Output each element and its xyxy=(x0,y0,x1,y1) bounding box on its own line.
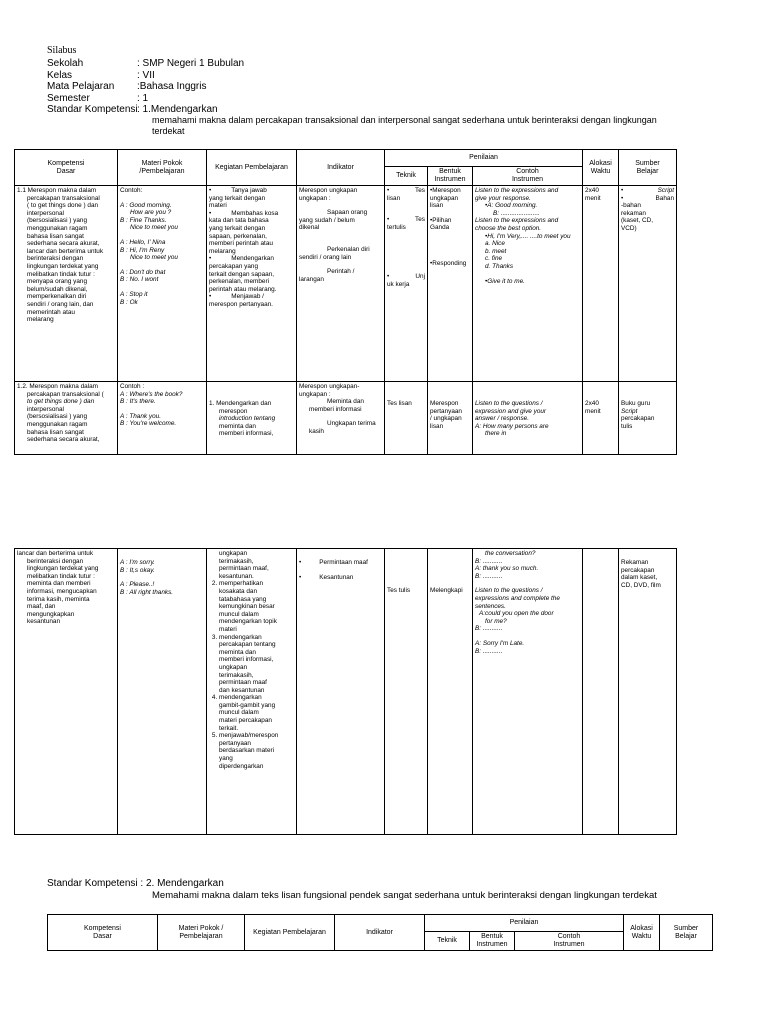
table-row-1-3 xyxy=(15,549,677,835)
indikator-cell: Merespon ungkapan ungkapan : Sapaan orang yang sudah / belum dikenal Perkenalan diri sendiri / orang lain Perintah / larangan xyxy=(297,186,385,382)
list-item: 5. menjawab/merespon pertanyaan berdasarkan materi yang diperdengarkan xyxy=(219,732,294,770)
col-teknik: Teknik xyxy=(425,932,470,951)
col-materi-pokok: Materi Pokok /Pembelajaran xyxy=(118,150,207,186)
bentuk-cell: Melengkapi xyxy=(428,549,473,835)
alokasi-cell xyxy=(583,549,619,835)
col-kegiatan: Kegiatan Pembelajaran xyxy=(245,915,335,951)
sumber-cell: Rekaman percakapan dalam kaset, CD, DVD, film xyxy=(619,549,677,835)
syllabus-table-1-continued xyxy=(14,548,677,835)
col-sumber: Sumber Belajar xyxy=(660,915,713,951)
col-indikator: Indikator xyxy=(297,150,385,186)
contoh-cell: the conversation? B: ........... A: thank you so much. B: ........... Listen to the questions / expressions and complete the sentences. A:could you open the door for me? B: ........... A: Sorry I'm Late. B: ........... xyxy=(473,549,583,835)
list-item: • Membahas kosa xyxy=(209,210,294,218)
teknik-cell: Tes tulis xyxy=(385,549,428,835)
kd-cell: 1.1 Merespon makna dalam percakapan transaksional ( to get things done ) dan interpersonal (bersosialisasi ) yang menggunakan ragam bahasa lisan sangat sederhana secara akurat, lancar dan berterima untuk berinteraksi dengan lingkungan terdekat yang melibatkan tindak tutur : menyapa orang yang belum/sudah dikenal, memperkenalkan diri sendiri / orang lain, dan memerintah atau melarang xyxy=(15,186,118,382)
list-item: • Menjawab / xyxy=(209,293,294,301)
syllabus-table-2 xyxy=(47,914,713,951)
table-row-1-2 xyxy=(15,382,677,455)
list-item: 3. mendengarkan percakapan tentang meminta dan memberi informasi, ungkapan terimakasih, permintaan maaf dan kesantunan xyxy=(219,634,294,695)
header-row-top xyxy=(48,915,713,932)
sk2-heading: Standar Kompetensi : 2. Mendengarkan xyxy=(47,878,224,889)
indikator-cell: Merespon ungkapan- ungkapan : Meminta dan memberi informasi Ungkapan terima kasih xyxy=(297,382,385,455)
list-item: 2. memperhatikan kosakata dan tatabahasa yang kemungkinan besar muncul dalam mendengarkan topik materi xyxy=(219,580,294,633)
document-title: Silabus xyxy=(47,45,77,56)
kegiatan-cell: • Tanya jawab yang terkait dengan materi • Membahas kosa kata dan tata bahasa yang terkait dengan sapaan, perkenalan, memberi perintah atau melarang • Mendengarkan percakapan yang terkait dengan sapaan, perkenalan, memberi perintah atau melarang. • Menjawab / merespon pertanyaan. xyxy=(207,186,297,382)
col-kompetensi-dasar: Kompetensi Dasar xyxy=(15,150,118,186)
sk-description-2: terdekat xyxy=(152,126,185,136)
col-alokasi: Alokasi Waktu xyxy=(583,150,619,186)
alokasi-cell: 2x40 menit xyxy=(583,382,619,455)
mp-cell: Contoh: A : Good morning. How are you ? B : Fine Thanks. Nice to meet you A : Hello, I' Nina B : Hi, I'm Reny Nice to meet you A : Don't do that B : No. I wont A : Stop it B : Ok xyxy=(118,186,207,382)
col-sumber: Sumber Belajar xyxy=(619,150,677,186)
col-contoh-instrumen: Contoh Instrumen xyxy=(473,167,583,186)
contoh-cell: Listen to the questions / expression and give your answer / response. A: How many persons are there in xyxy=(473,382,583,455)
header-row-semester: Semester : 1 xyxy=(47,92,149,104)
kegiatan-cell: ungkapan terimakasih, permintaan maaf, kesantunan. 2. memperhatikan kosakata dan tatabahasa yang kemungkinan besar muncul dalam mendengarkan topik materi 3. mendengarkan percakapan tentang meminta dan memberi informasi, ungkapan terimakasih, permintaan maaf dan kesantunan 4. mendengarkan gambit-gambit yang muncul dalam materi percakapan terkait. 5. menjawab/merespon pertanyaan berdasarkan materi yang diperdengarkan xyxy=(207,549,297,835)
list-item: • Tanya jawab xyxy=(209,187,294,195)
syllabus-table-1 xyxy=(14,149,677,455)
col-bentuk-instrumen: Bentuk Instrumen xyxy=(470,932,515,951)
indikator-cell: • Permintaan maaf • Kesantunan xyxy=(297,549,385,835)
sk-description-1: memahami makna dalam percakapan transaksional dan interpersonal sangat sederhana untuk berinteraksi dengan lingkungan xyxy=(152,115,657,125)
kegiatan-list xyxy=(209,580,294,770)
header-row-mapel: Mata Pelajaran :Bahasa Inggris xyxy=(47,81,207,92)
col-bentuk-instrumen: Bentuk Instrumen xyxy=(428,167,473,186)
teknik-cell: Tes lisan xyxy=(385,382,428,455)
col-materi-pokok: Materi Pokok / Pembelajaran xyxy=(158,915,245,951)
header-row-sekolah: Sekolah : SMP Negeri 1 Bubulan xyxy=(47,58,245,69)
kd-cell: lancar dan berterima untuk berinteraksi dengan lingkungan terdekat yang melibatkan tindak tutur : meminta dan memberi informasi, mengucapkan terima kasih, meminta maaf, dan mengungkapkan kesantunan xyxy=(15,549,118,835)
alokasi-cell: 2x40 menit xyxy=(583,186,619,382)
header-row-sk: Standar Kompetensi: 1.Mendengarkan xyxy=(47,104,218,115)
header-row-kelas: Kelas : VII xyxy=(47,69,155,81)
col-kegiatan: Kegiatan Pembelajaran xyxy=(207,150,297,186)
bentuk-cell: Merespon pertanyaan / ungkapan lisan xyxy=(428,382,473,455)
list-item: • Mendengarkan xyxy=(209,255,294,263)
bentuk-cell: • Merespon ungkapan lisan • Pilihan Ganda • Responding xyxy=(428,186,473,382)
kegiatan-cell: 1. Mendengarkan dan merespon introduction tentang meminta dan memberi informasi, xyxy=(207,382,297,455)
teknik-cell: • Tes lisan • Tes tertulis • Unj uk kerja xyxy=(385,186,428,382)
col-kompetensi-dasar: Kompetensi Dasar xyxy=(48,915,158,951)
kd-cell: 1.2. Merespon makna dalam percakapan transaksional ( to get things done ) dan interpersonal (bersosialisasi ) yang menggunakan ragam bahasa lisan sangat sederhana secara akurat, xyxy=(15,382,118,455)
col-contoh-instrumen: Contoh Instrumen xyxy=(515,932,624,951)
header-row-top xyxy=(15,150,677,167)
mp-cell: Contoh : A : Where's the book? B : It's there. A : Thank you. B : You're welcome. xyxy=(118,382,207,455)
mp-cell: A : I'm sorry. B : It,s okay. A : Please..! B : All right thanks. xyxy=(118,549,207,835)
table-row-1-1 xyxy=(15,186,677,382)
list-item: 4. mendengarkan gambit-gambit yang muncul dalam materi percakapan terkait. xyxy=(219,694,294,732)
sk2-description: Memahami makna dalam teks lisan fungsional pendek sangat sederhana untuk berinteraksi dengan lingkungan terdekat xyxy=(152,890,657,901)
col-alokasi: Alokasi Waktu xyxy=(624,915,660,951)
sumber-cell: • Script • Bahan -bahan rekaman (kaset, CD, VCD) xyxy=(619,186,677,382)
col-teknik: Teknik xyxy=(385,167,428,186)
col-indikator: Indikator xyxy=(335,915,425,951)
col-penilaian: Penilaian xyxy=(385,150,583,167)
contoh-cell: Listen to the expressions and give your response. • A: Good morning. B: ...................... Listen to the expressions and choose the best option. • Hi, I'm Very,.... ....to meet you a. Nice b. meet c. fine d. Thanks • Give it to me. xyxy=(473,186,583,382)
col-penilaian: Penilaian xyxy=(425,915,624,932)
sumber-cell: Buku guru Script percakapan tulis xyxy=(619,382,677,455)
